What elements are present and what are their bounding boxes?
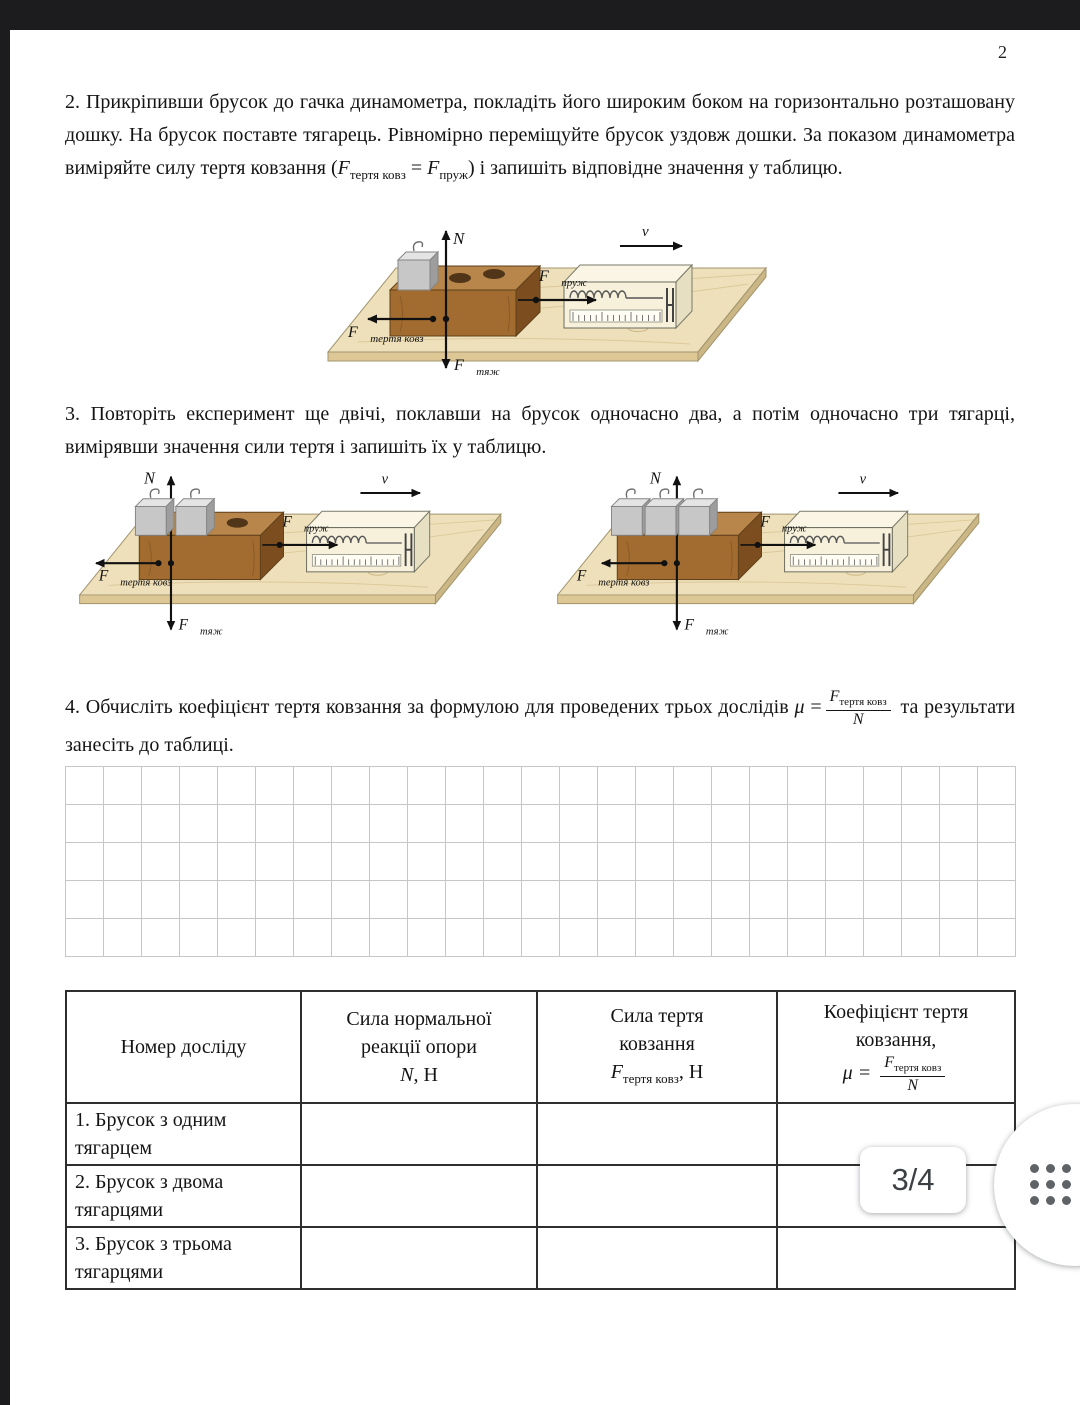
col-header-experiment-number — [66, 991, 301, 1103]
coefficient-fraction — [880, 1054, 945, 1095]
normal-force-label: N⃗ — [144, 468, 168, 488]
row-label-one-weight: 1. Брусок з одним тягарцем — [66, 1103, 301, 1165]
normal-force-label: N⃗ — [649, 468, 674, 488]
mu-symbol: μ — [794, 696, 805, 719]
results-table — [65, 990, 1016, 1290]
friction-force-label: $F⃗_{тертя ковз}$ — [576, 567, 650, 589]
table-row — [66, 1227, 1015, 1289]
experiment-diagram-one-weight — [318, 220, 788, 395]
weight-front — [398, 260, 430, 290]
cell-normal-force-2 — [301, 1165, 537, 1227]
weight-hook-icon — [694, 489, 703, 498]
frac-N: N — [852, 710, 864, 728]
block-hole — [449, 273, 471, 283]
gravity-force-label: $F⃗_{тяж}$ — [684, 616, 729, 638]
weight-hook-icon — [626, 489, 635, 498]
unit: , Н — [678, 1060, 704, 1083]
step3-text: 3. Повторіть експеримент ще двічі, поклавши на брусок одночасно два, а потім одночасно три тягарці, вимірявши значення сили тертя і запишіть їх у таблицю. — [65, 403, 1015, 458]
spring-force-label: $F⃗_{пруж}$ — [282, 513, 329, 535]
cell-coefficient-3 — [777, 1227, 1015, 1289]
frac-sub: тертя ковз — [893, 1062, 942, 1075]
unit: , Н — [413, 1064, 438, 1086]
mu-equals: μ = — [842, 1062, 872, 1085]
block-front — [390, 290, 516, 336]
velocity-label: v⃗ — [642, 224, 661, 240]
row-label-three-weights: 3. Брусок з трьома тягарцями — [66, 1227, 301, 1289]
header-text: реакції опори — [361, 1036, 477, 1058]
equals-sign: = — [810, 696, 822, 719]
header-text: ковзання — [619, 1032, 695, 1055]
frac-F: F — [829, 688, 840, 705]
col-header-normal-force — [301, 991, 537, 1103]
frac-N: N — [907, 1077, 919, 1095]
frac-F: F — [884, 1054, 894, 1072]
board-front — [328, 352, 698, 361]
velocity-label: v⃗ — [859, 471, 878, 488]
symbol-N: N — [400, 1064, 414, 1086]
grid-dots-icon — [1030, 1164, 1071, 1205]
weight-front — [679, 506, 710, 535]
instruction-step-4 — [65, 688, 1015, 762]
symbol-sub: тертя ковз — [622, 1070, 679, 1086]
velocity-label: v⃗ — [381, 471, 400, 488]
weight-hook-icon — [660, 489, 669, 498]
cell-friction-force-2 — [537, 1165, 777, 1227]
formula-equals: = — [405, 157, 428, 179]
gravity-force-label: $F⃗_{тяж}$ — [178, 616, 223, 638]
friction-force-label: $F⃗_{тертя ковз}$ — [98, 567, 172, 589]
step2-text: 2. Прикріпивши брусок до гачка динамометра, покладіть його широким боком на горизонтально розташовану дошку. На брусок поставте тягарець. Рівномірно переміщуйте брусок уздовж дошки. За показом динамометра виміряйте силу тертя ковзання ( — [65, 91, 1015, 179]
header-text: ковзання, — [855, 1029, 937, 1052]
header-text: Номер досліду — [120, 1036, 247, 1058]
spring-force-label: $F⃗_{пруж}$ — [760, 513, 807, 535]
instruction-step-2 — [65, 86, 1015, 191]
cell-friction-force-1 — [537, 1103, 777, 1165]
step2-text-after: ) і запишіть відповідне значення у таблицю. — [467, 157, 843, 179]
page-indicator[interactable] — [860, 1147, 966, 1213]
instruction-step-3 — [65, 398, 1015, 464]
weight-front — [611, 506, 642, 535]
header-text: Сила нормальної — [346, 1008, 492, 1030]
formula-sub-friction: тертя ковз — [349, 167, 406, 182]
cell-normal-force-1 — [301, 1103, 537, 1165]
spring-force-label: $F⃗_{пруж}$ — [539, 268, 587, 289]
cell-normal-force-3 — [301, 1227, 537, 1289]
weight-hook-icon — [414, 242, 423, 251]
grid-paper-writing-area — [65, 766, 1016, 957]
row-label-two-weights: 2. Брусок з двома тягарцями — [66, 1165, 301, 1227]
block-front — [139, 535, 260, 579]
weight-hook-icon — [191, 489, 200, 498]
experiment-diagram-three-weights — [548, 468, 1000, 660]
formula-sub-spring: пруж — [439, 167, 468, 182]
board-front — [80, 595, 436, 604]
formula-F-friction: F — [337, 157, 350, 179]
step4-text: 4. Обчисліть коефіцієнт тертя ковзання за формулою для проведених трьох дослідів — [65, 696, 789, 719]
weight-front — [176, 506, 207, 535]
symbol-F: F — [610, 1060, 623, 1083]
formula-F-spring: F — [427, 157, 440, 179]
gravity-force-label: $F⃗_{тяж}$ — [454, 357, 500, 378]
frac-sub: тертя ковз — [839, 696, 887, 709]
table-header-row — [66, 991, 1015, 1103]
board-front — [558, 595, 914, 604]
header-text: Сила тертя — [610, 1004, 704, 1027]
weight-hook-icon — [150, 489, 159, 498]
friction-force-label: $F⃗_{тертя ковз}$ — [348, 324, 424, 345]
weight-front — [135, 506, 166, 535]
col-header-friction-force — [537, 991, 777, 1103]
weight-front — [645, 506, 676, 535]
col-header-friction-coefficient — [777, 991, 1015, 1103]
friction-coefficient-fraction — [826, 688, 891, 729]
top-bar — [0, 0, 1080, 30]
block-hole — [483, 269, 505, 279]
page-indicator-text: 3/4 — [891, 1162, 935, 1197]
step4-text-after: та результати занесіть до таблиці. — [65, 696, 1016, 757]
cell-friction-force-3 — [537, 1227, 777, 1289]
block-hole — [227, 518, 248, 528]
experiment-diagram-two-weights — [70, 468, 522, 660]
header-text: Коефіцієнт тертя — [823, 1001, 969, 1024]
page-number: 2 — [998, 42, 1007, 62]
normal-force-label: N⃗ — [453, 229, 478, 248]
left-edge-bar — [0, 0, 10, 1405]
